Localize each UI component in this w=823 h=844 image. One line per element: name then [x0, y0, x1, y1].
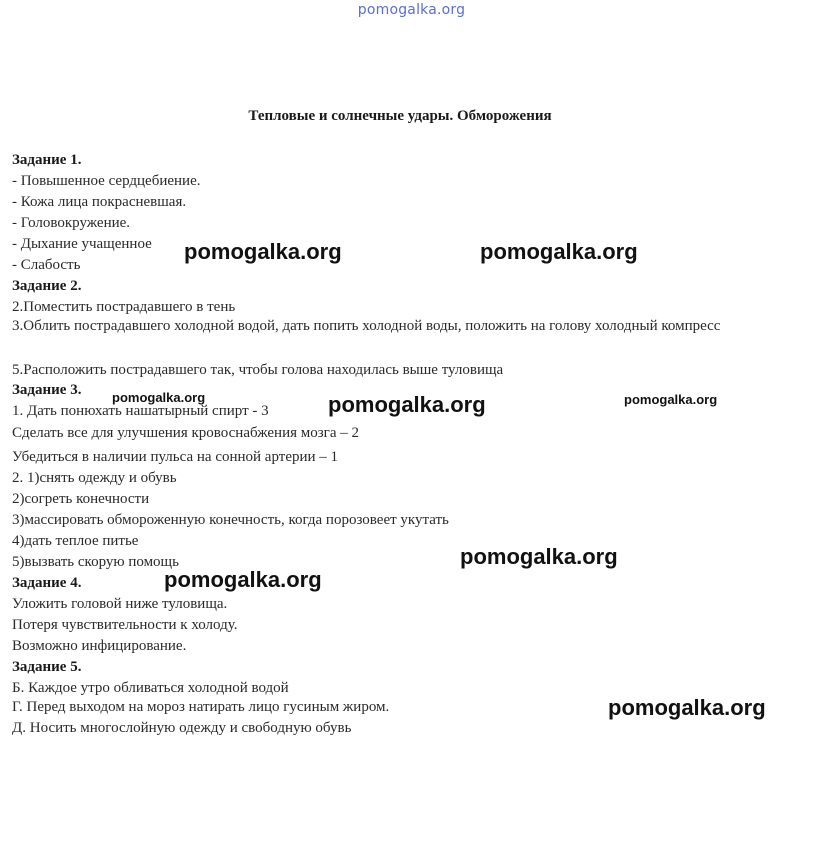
task2-heading: Задание 2.	[12, 278, 82, 294]
task3-item: 5)вызвать скорую помощь	[12, 554, 179, 570]
task3-item: 4)дать теплое питье	[12, 533, 139, 549]
site-header-link[interactable]: pomogalka.org	[357, 2, 466, 18]
task3-item: Сделать все для улучшения кровоснабжения мозга – 2	[12, 425, 359, 441]
watermark-text: pomogalka.org	[112, 390, 206, 405]
watermark-text: pomogalka.org	[164, 567, 322, 592]
task1-item: - Кожа лица покрасневшая.	[12, 194, 187, 210]
watermark-text: pomogalka.org	[460, 544, 618, 569]
task4-item: Уложить головой ниже туловища.	[12, 596, 228, 612]
watermark-text: pomogalka.org	[328, 392, 486, 417]
task1-item: - Дыхание учащенное	[12, 236, 152, 252]
task4-item: Потеря чувствительности к холоду.	[12, 617, 238, 633]
task1-heading: Задание 1.	[12, 152, 82, 168]
task2-item: 2.Поместить пострадавшего в тень	[12, 299, 236, 315]
task3-heading: Задание 3.	[12, 382, 82, 398]
document-title: Тепловые и солнечные удары. Обморожения	[248, 108, 552, 124]
task3-item: 3)массировать обмороженную конечность, когда порозовеет укутать	[12, 512, 449, 528]
task5-heading: Задание 5.	[12, 659, 82, 675]
task5-item: Б. Каждое утро обливаться холодной водой	[12, 680, 289, 696]
task5-item: Г. Перед выходом на мороз натирать лицо гусиным жиром.	[12, 699, 390, 715]
task2-item: 5.Расположить пострадавшего так, чтобы голова находилась выше туловища	[12, 362, 504, 378]
task3-item: 1. Дать понюхать нашатырный спирт - 3	[12, 403, 269, 419]
watermark-text: pomogalka.org	[184, 239, 342, 264]
task1-item: - Повышенное сердцебиение.	[12, 173, 201, 189]
task4-heading: Задание 4.	[12, 575, 82, 591]
task1-item: - Головокружение.	[12, 215, 131, 231]
task3-item: Убедиться в наличии пульса на сонной артерии – 1	[12, 449, 339, 465]
task3-item: 2. 1)снять одежду и обувь	[12, 470, 177, 486]
watermark-text: pomogalka.org	[624, 392, 718, 407]
task1-item: - Слабость	[12, 257, 81, 273]
task2-item: 3.Облить пострадавшего холодной водой, дать попить холодной воды, положить на голову холодный компресс	[12, 318, 721, 334]
task5-item: Д. Носить многослойную одежду и свободную обувь	[12, 720, 352, 736]
task4-item: Возможно инфицирование.	[12, 638, 187, 654]
watermark-text: pomogalka.org	[480, 239, 638, 264]
task3-item: 2)согреть конечности	[12, 491, 150, 507]
watermark-text: pomogalka.org	[608, 695, 766, 720]
